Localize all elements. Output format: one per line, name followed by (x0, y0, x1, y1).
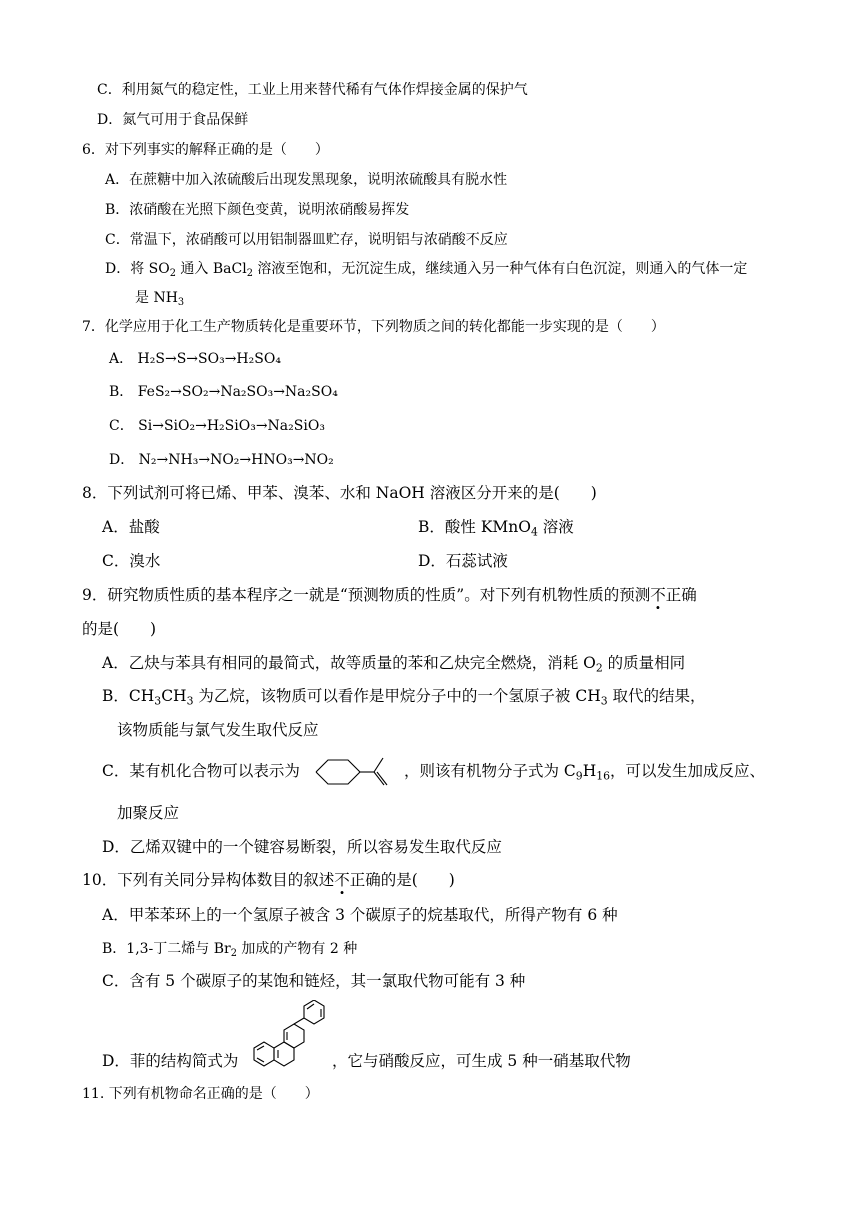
q9-option-b-cont: 该物质能与氯气发生取代反应 (117, 721, 319, 739)
q6d-cont-text: 是 NH (135, 290, 178, 306)
q9-option-a (102, 654, 685, 673)
sub: 3 (600, 694, 608, 708)
q9-option-b (102, 687, 706, 706)
q10-emphasis-negation: 不 (334, 871, 350, 889)
question-9-cont: 的是( ) (82, 620, 157, 638)
q9b-text-4: 取代的结果， (607, 687, 706, 705)
q10-text-1: 10．下列有关同分异构体数目的叙述 (82, 871, 335, 889)
q9b-text-2: CH (161, 687, 187, 705)
q9-emphasis-negation: 不 (650, 586, 666, 604)
question-7: 7．化学应用于化工生产物质转化是重要环节，下列物质之间的转化都能一步实现的是（ ） (82, 319, 665, 335)
q5-option-d: D．氮气可用于食品保鲜 (97, 112, 249, 128)
phenanthrene-structure (250, 1000, 332, 1072)
q8-option-b (418, 518, 574, 537)
q6-option-d-cont (135, 290, 184, 307)
q9-text-1: 9．研究物质性质的基本程序之一就是“预测物质的性质”。对下列有机物性质的预测 (82, 586, 651, 604)
q7-option-b: B． FeS₂→SO₂→Na₂SO₃→Na₂SO₄ (109, 384, 338, 400)
sub: 2 (246, 267, 253, 279)
q7-option-d: D． N₂→NH₃→NO₂→HNO₃→NO₂ (109, 452, 334, 468)
q10b-text-2: 加成的产物有 2 种 (236, 941, 358, 957)
q9-option-d: D．乙烯双键中的一个键容易断裂，所以容易发生取代反应 (102, 838, 502, 856)
q9-text-2: 正确 (665, 586, 697, 604)
q6d-text-1: D．将 SO (105, 261, 170, 277)
q9b-text-1: B．CH (102, 687, 155, 705)
q9b-text-3: 为乙烷，该物质可以看作是甲烷分子中的一个氢原子被 CH (193, 687, 601, 705)
question-8: 8．下列试剂可将已烯、甲苯、溴苯、水和 NaOH 溶液区分开来的是( ) (82, 484, 597, 502)
q9a-text-2: 的质量相同 (602, 654, 686, 672)
question-6: 6．对下列事实的解释正确的是（ ） (82, 142, 329, 158)
sub: 4 (530, 525, 538, 539)
q7-option-a: A． H₂S→S→SO₃→H₂SO₄ (109, 351, 281, 367)
sub: 2 (230, 947, 237, 959)
q10-option-d-part2: ，它与硝酸反应，可生成 5 种一硝基取代物 (332, 1052, 631, 1070)
question-11: 11. 下列有机物命名正确的是（ ） (82, 1086, 319, 1102)
q8-option-c: C．溴水 (102, 552, 161, 570)
q9c-text-2: ，则该有机物分子式为 C (404, 762, 576, 780)
q8b-text-1: B．酸性 KMnO (418, 518, 531, 536)
q9-option-c-part1: C．某有机化合物可以表示为 (102, 762, 300, 780)
sub: 3 (186, 694, 194, 708)
q10b-text-1: B．1,3-丁二烯与 Br (102, 941, 231, 957)
sub: 3 (177, 296, 185, 308)
q10-option-a: A．甲苯苯环上的一个氢原子被含 3 个碳原子的烷基取代，所得产物有 6 种 (102, 906, 618, 924)
q6-option-c: C．常温下，浓硝酸可以用铝制器皿贮存，说明铝与浓硝酸不反应 (105, 232, 508, 248)
q8-option-d: D．石蕊试液 (418, 552, 508, 570)
q6-option-a: A．在蔗糖中加入浓硫酸后出现发黑现象，说明浓硫酸具有脱水性 (105, 172, 508, 188)
q9a-text-1: A．乙炔与苯具有相同的最简式，故等质量的苯和乙炔完全燃烧，消耗 O (102, 654, 596, 672)
q8b-text-2: 溶液 (537, 518, 574, 536)
q9-option-c-cont: 加聚反应 (117, 804, 180, 822)
question-10 (82, 871, 455, 890)
q6-option-b: B．浓硝酸在光照下颜色变黄，说明浓硝酸易挥发 (105, 202, 410, 218)
sub: 16 (596, 769, 611, 783)
sub: 9 (575, 769, 583, 783)
sub: 2 (169, 267, 176, 279)
sub: 2 (595, 661, 603, 675)
q8-option-a: A．盐酸 (102, 518, 160, 536)
sub: 3 (154, 694, 162, 708)
q10-option-c: C．含有 5 个碳原子的某饱和链烃，其一氯取代物可能有 3 种 (102, 972, 526, 990)
q7-option-c: C． Si→SiO₂→H₂SiO₃→Na₂SiO₃ (109, 418, 325, 434)
q9c-text-3: H (582, 762, 597, 780)
q6d-text-2: 通入 BaCl (175, 261, 247, 277)
q6-option-d (105, 261, 747, 278)
q5-option-c: C．利用氮气的稳定性，工业上用来替代稀有气体作焊接金属的保护气 (97, 82, 528, 98)
q10-option-b (102, 941, 357, 958)
q6d-text-3: 溶液至饱和，无沉淀生成，继续通入另一种气体有白色沉淀，则通入的气体一定 (252, 261, 748, 277)
q10-option-d-part1: D．菲的结构简式为 (102, 1052, 239, 1070)
question-9 (82, 586, 697, 605)
isopropenyl-cyclohexane-structure (312, 754, 404, 790)
q10-text-2: 正确的是( ) (349, 871, 455, 889)
q9c-text-4: ，可以发生加成反应、 (610, 762, 766, 780)
q9-option-c-part2 (404, 762, 765, 781)
